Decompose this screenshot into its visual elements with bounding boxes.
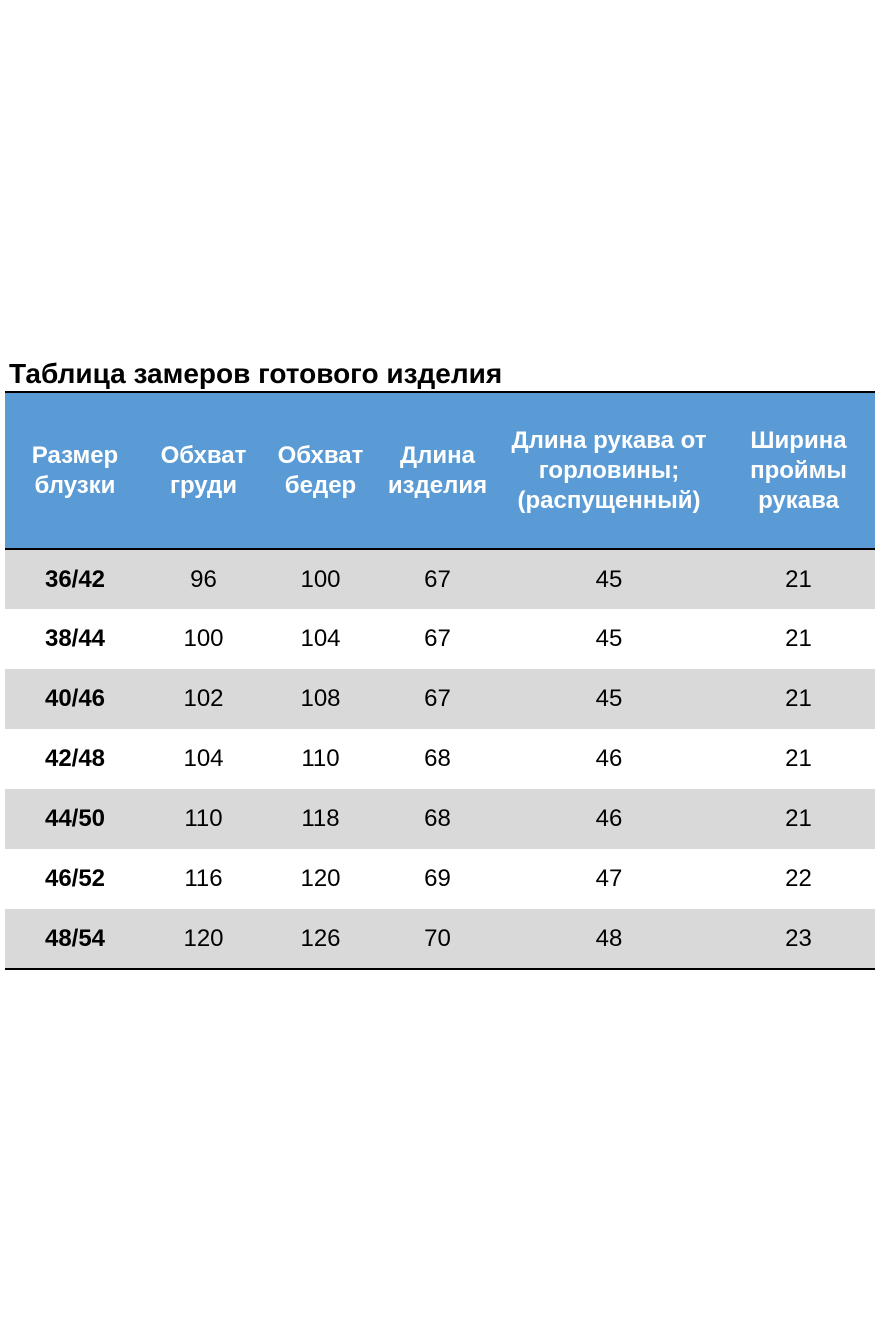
size-cell: 38/44 bbox=[44, 625, 106, 652]
header-garment-length: Длина изделия bbox=[387, 441, 488, 499]
hip-cell: 118 bbox=[301, 805, 340, 832]
armhole-cell: 21 bbox=[785, 805, 812, 832]
sleeve-cell: 45 bbox=[595, 625, 623, 652]
sleeve-cell: 46 bbox=[595, 805, 623, 832]
chest-cell: 110 bbox=[184, 805, 223, 832]
armhole-cell: 21 bbox=[785, 565, 812, 593]
hip-cell: 110 bbox=[301, 745, 340, 772]
length-cell: 67 bbox=[424, 685, 451, 712]
armhole-cell: 23 bbox=[785, 924, 812, 952]
table-row bbox=[5, 549, 875, 609]
sleeve-cell: 47 bbox=[595, 865, 623, 892]
size-cell: 36/42 bbox=[44, 565, 106, 593]
sleeve-cell: 46 bbox=[595, 745, 623, 772]
length-cell: 69 bbox=[424, 865, 451, 892]
sleeve-cell: 45 bbox=[595, 565, 623, 593]
armhole-cell: 21 bbox=[785, 745, 812, 772]
armhole-cell: 22 bbox=[785, 865, 812, 892]
size-cell: 40/46 bbox=[44, 685, 106, 712]
length-cell: 68 bbox=[424, 745, 451, 772]
chest-cell: 102 bbox=[183, 685, 224, 712]
chest-cell: 100 bbox=[183, 625, 224, 652]
armhole-cell: 21 bbox=[785, 685, 812, 712]
length-cell: 68 bbox=[424, 805, 451, 832]
table-row bbox=[5, 789, 875, 849]
chest-cell: 120 bbox=[183, 924, 224, 952]
header-sleeve-length: Длина рукава от горловины; (распущенный) bbox=[511, 426, 707, 514]
hip-cell: 126 bbox=[300, 924, 341, 952]
table-row bbox=[5, 909, 875, 969]
header-armhole-width: Ширина проймы рукава bbox=[750, 426, 847, 514]
header-hip-girth: Обхват бедер bbox=[277, 441, 364, 499]
size-table bbox=[5, 391, 875, 970]
chest-cell: 104 bbox=[183, 745, 224, 772]
size-cell: 42/48 bbox=[44, 745, 106, 772]
table-row bbox=[5, 669, 875, 729]
length-cell: 70 bbox=[424, 924, 451, 952]
size-cell: 48/54 bbox=[44, 924, 106, 952]
table-row bbox=[5, 849, 875, 909]
chest-cell: 96 bbox=[190, 565, 217, 593]
sleeve-cell: 45 bbox=[595, 685, 623, 712]
hip-cell: 104 bbox=[300, 625, 341, 652]
sleeve-cell: 48 bbox=[595, 924, 623, 952]
header-chest-girth: Обхват груди bbox=[160, 441, 247, 499]
length-cell: 67 bbox=[424, 625, 451, 652]
armhole-cell: 21 bbox=[785, 625, 812, 652]
hip-cell: 108 bbox=[300, 685, 341, 712]
table-row bbox=[5, 729, 875, 789]
table-row bbox=[5, 609, 875, 669]
size-cell: 44/50 bbox=[44, 805, 106, 832]
hip-cell: 120 bbox=[300, 865, 341, 892]
header-blouse-size: Размер блузки bbox=[31, 441, 119, 499]
page-title: Таблица замеров готового изделия bbox=[9, 358, 503, 389]
size-cell: 46/52 bbox=[44, 865, 106, 892]
table-header-row bbox=[5, 392, 875, 549]
chest-cell: 116 bbox=[184, 865, 223, 892]
length-cell: 67 bbox=[424, 565, 451, 593]
hip-cell: 100 bbox=[300, 565, 341, 593]
